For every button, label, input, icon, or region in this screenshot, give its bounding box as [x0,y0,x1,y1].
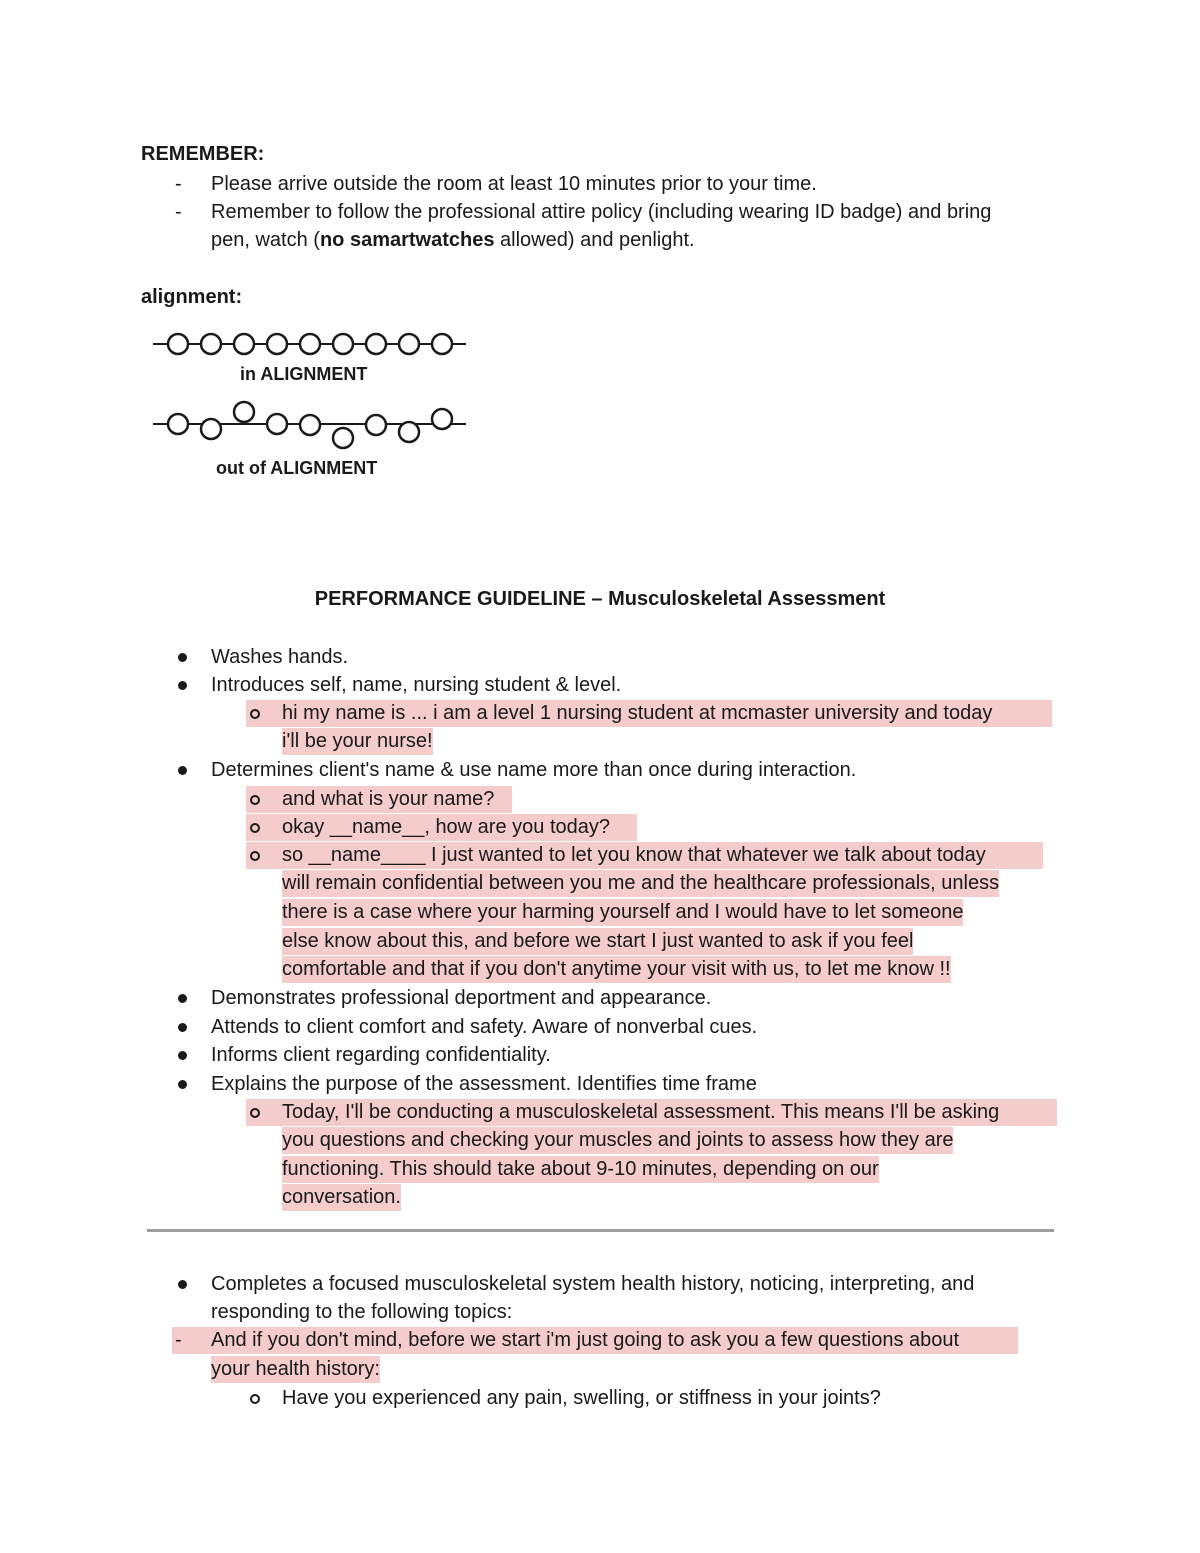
history-item-line-2: responding to the following topics: [211,1301,513,1323]
remember-item-2-text-b: allowed) and penlight. [500,229,695,251]
script-purpose-line-1: Today, I'll be conducting a musculoskeletal assessment. This means I'll be asking [282,1101,1000,1123]
guideline-item-confidentiality: Informs client regarding confidentiality. [211,1044,551,1066]
script-confidential-line-2: will remain confidential between you me and the healthcare professionals, unless [282,870,999,897]
guideline-title-plain: PERFORMANCE GUIDELINE – [314,588,609,610]
script-confidential-line-1: so __name____ I just wanted to let you know that whatever we talk about today [282,844,986,866]
bullet-disc [178,766,187,775]
history-item-line-1: Completes a focused musculoskeletal system health history, noticing, interpreting, and [211,1273,975,1295]
guideline-item-introduces-self: Introduces self, name, nursing student & level. [211,674,622,696]
out-of-alignment-label: out of ALIGNMENT [216,458,378,478]
guideline-item-client-name: Determines client's name & use name more than once during interaction. [211,759,857,781]
script-how-are-you: okay __name__, how are you today? [282,816,610,838]
remember-item-2-cont [211,227,695,254]
script-purpose-line-2: you questions and checking your muscles and joints to assess how they are [282,1127,953,1154]
alignment-figure [148,318,478,488]
guideline-item-deportment: Demonstrates professional deportment and appearance. [211,987,712,1009]
section-divider [147,1229,1054,1232]
remember-item-2-text-a: pen, watch ( [211,229,320,251]
guideline-title [0,586,1200,612]
script-confidential-line-4: else know about this, and before we start I just wanted to ask if you feel [282,928,913,955]
script-history-line-1: And if you don't mind, before we start i'm just going to ask you a few questions about [211,1329,960,1351]
bullet-circle [250,823,260,833]
guideline-title-bold: Musculoskeletal Assessment [608,588,886,610]
script-intro-line-1: hi my name is ... i am a level 1 nursing student at mcmaster university and today [282,702,993,724]
bullet-disc [178,994,187,1003]
remember-item-2: Remember to follow the professional attire policy (including wearing ID badge) and bring [211,201,992,223]
script-history-line-2: your health history: [211,1356,380,1383]
dash-bullet: - [175,1329,182,1351]
bullet-circle [250,709,260,719]
script-confidential-line-5: comfortable and that if you don't anytime your visit with us, to let me know !! [282,956,951,983]
bullet-disc [178,1023,187,1032]
bullet-circle [250,1394,260,1404]
bullet-circle [250,1108,260,1118]
script-ask-name: and what is your name? [282,788,495,810]
guideline-item-comfort-safety: Attends to client comfort and safety. Aware of nonverbal cues. [211,1016,758,1038]
script-purpose-line-3: functioning. This should take about 9-10 minutes, depending on our [282,1156,879,1183]
bullet-circle [250,851,260,861]
remember-item-1: Please arrive outside the room at least 10 minutes prior to your time. [211,173,817,195]
dash-bullet: - [175,201,182,223]
dash-bullet: - [175,173,182,195]
guideline-item-purpose: Explains the purpose of the assessment. Identifies time frame [211,1073,757,1095]
no-smartwatches-emphasis: no samartwatches [319,229,495,251]
bullet-disc [178,1080,187,1089]
remember-heading: REMEMBER: [141,143,265,165]
script-confidential-line-3: there is a case where your harming yourself and I would have to let someone [282,899,963,926]
bullet-disc [178,1051,187,1060]
guideline-item-wash-hands: Washes hands. [211,646,349,668]
bullet-circle [250,795,260,805]
bullet-disc [178,681,187,690]
bullet-disc [178,653,187,662]
alignment-heading: alignment: [141,286,243,308]
history-question-joints: Have you experienced any pain, swelling, or stiffness in your joints? [282,1387,881,1409]
bullet-disc [178,1280,187,1289]
script-intro-line-2: i'll be your nurse! [282,728,433,755]
script-purpose-line-4: conversation. [282,1184,401,1211]
in-alignment-label: in ALIGNMENT [240,364,368,384]
